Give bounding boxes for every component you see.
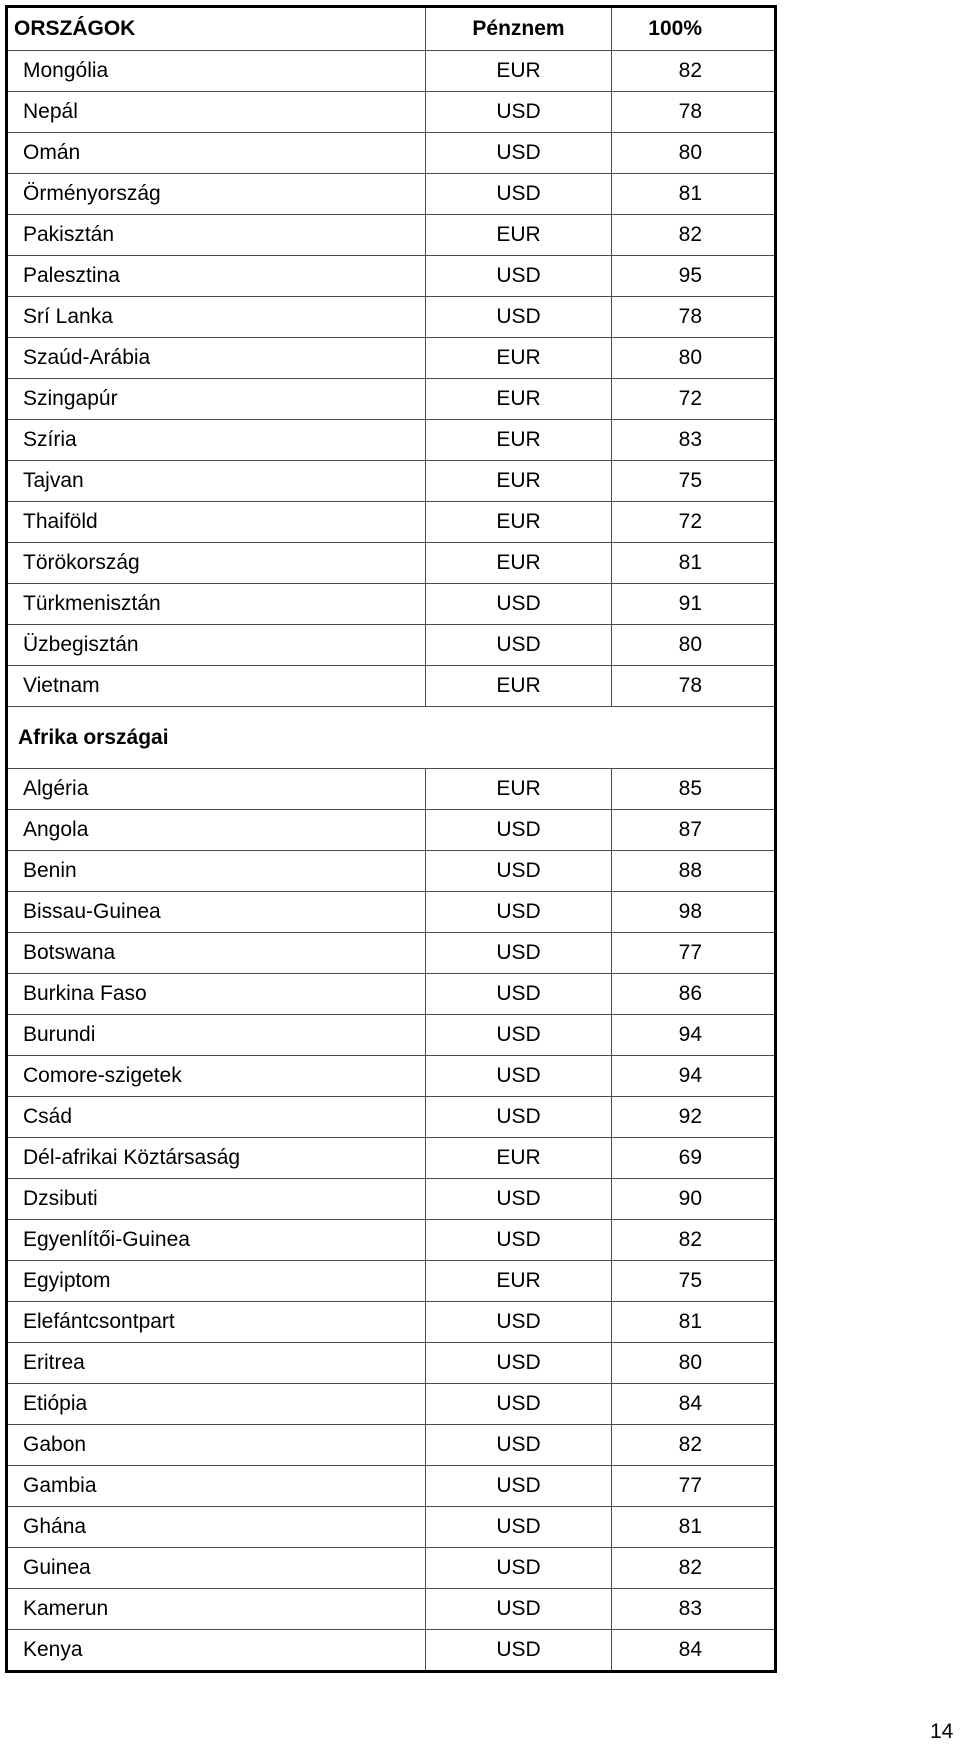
percent-cell: 75 <box>612 461 776 502</box>
table-row <box>7 851 776 892</box>
currency-cell: USD <box>426 1015 612 1056</box>
currency-cell: USD <box>426 1507 612 1548</box>
country-cell: Dzsibuti <box>7 1179 426 1220</box>
country-cell: Burundi <box>7 1015 426 1056</box>
currency-cell: USD <box>426 1179 612 1220</box>
table-row <box>7 625 776 666</box>
table-row <box>7 51 776 92</box>
table-row <box>7 769 776 810</box>
percent-cell: 82 <box>612 51 776 92</box>
country-cell: Ghána <box>7 1507 426 1548</box>
table-row <box>7 1507 776 1548</box>
percent-cell: 87 <box>612 810 776 851</box>
country-cell: Benin <box>7 851 426 892</box>
country-cell: Elefántcsontpart <box>7 1302 426 1343</box>
percent-cell: 83 <box>612 1589 776 1630</box>
table-row <box>7 1015 776 1056</box>
country-cell: Kamerun <box>7 1589 426 1630</box>
section-row-africa <box>7 707 776 769</box>
percent-cell: 81 <box>612 174 776 215</box>
country-cell: Szingapúr <box>7 379 426 420</box>
table-row <box>7 133 776 174</box>
currency-cell: EUR <box>426 338 612 379</box>
percent-cell: 80 <box>612 1343 776 1384</box>
country-cell: Mongólia <box>7 51 426 92</box>
country-cell: Tajvan <box>7 461 426 502</box>
country-cell: Nepál <box>7 92 426 133</box>
table-row <box>7 1384 776 1425</box>
currency-cell: USD <box>426 1425 612 1466</box>
currency-cell: USD <box>426 584 612 625</box>
country-cell: Eritrea <box>7 1343 426 1384</box>
currency-cell: USD <box>426 933 612 974</box>
percent-cell: 91 <box>612 584 776 625</box>
country-cell: Thaiföld <box>7 502 426 543</box>
percent-cell: 90 <box>612 1179 776 1220</box>
table-row <box>7 1343 776 1384</box>
currency-cell: USD <box>426 133 612 174</box>
percent-cell: 85 <box>612 769 776 810</box>
country-currency-table-container <box>5 5 774 1673</box>
country-cell: Palesztina <box>7 256 426 297</box>
percent-cell: 78 <box>612 297 776 338</box>
country-cell: Bissau-Guinea <box>7 892 426 933</box>
currency-cell: EUR <box>426 1261 612 1302</box>
country-cell: Gabon <box>7 1425 426 1466</box>
currency-cell: EUR <box>426 769 612 810</box>
percent-cell: 80 <box>612 625 776 666</box>
table-row <box>7 1302 776 1343</box>
currency-cell: USD <box>426 625 612 666</box>
currency-cell: USD <box>426 1630 612 1672</box>
country-cell: Burkina Faso <box>7 974 426 1015</box>
country-cell: Omán <box>7 133 426 174</box>
table-row <box>7 543 776 584</box>
currency-cell: USD <box>426 297 612 338</box>
country-cell: Szaúd-Arábia <box>7 338 426 379</box>
table-row <box>7 502 776 543</box>
percent-cell: 84 <box>612 1630 776 1672</box>
table-body <box>7 7 776 1672</box>
currency-cell: USD <box>426 810 612 851</box>
currency-cell: EUR <box>426 51 612 92</box>
currency-cell: USD <box>426 174 612 215</box>
currency-cell: EUR <box>426 1138 612 1179</box>
table-row <box>7 1261 776 1302</box>
percent-cell: 78 <box>612 666 776 707</box>
percent-cell: 69 <box>612 1138 776 1179</box>
country-currency-table <box>5 5 777 1673</box>
currency-cell: USD <box>426 1343 612 1384</box>
table-row <box>7 256 776 297</box>
percent-cell: 80 <box>612 133 776 174</box>
currency-cell: EUR <box>426 502 612 543</box>
percent-cell: 77 <box>612 933 776 974</box>
percent-cell: 75 <box>612 1261 776 1302</box>
table-row <box>7 1630 776 1672</box>
country-cell: Türkmenisztán <box>7 584 426 625</box>
percent-cell: 81 <box>612 543 776 584</box>
country-cell: Vietnam <box>7 666 426 707</box>
table-row <box>7 1548 776 1589</box>
country-cell: Srí Lanka <box>7 297 426 338</box>
percent-cell: 98 <box>612 892 776 933</box>
country-cell: Etiópia <box>7 1384 426 1425</box>
table-row <box>7 379 776 420</box>
section-title: Afrika országai <box>7 707 776 769</box>
header-country: ORSZÁGOK <box>7 7 426 51</box>
currency-cell: USD <box>426 892 612 933</box>
currency-cell: USD <box>426 256 612 297</box>
currency-cell: USD <box>426 1384 612 1425</box>
country-cell: Szíria <box>7 420 426 461</box>
percent-cell: 82 <box>612 1425 776 1466</box>
currency-cell: EUR <box>426 666 612 707</box>
header-percent: 100% <box>612 7 776 51</box>
currency-cell: USD <box>426 974 612 1015</box>
country-cell: Egyenlítői-Guinea <box>7 1220 426 1261</box>
country-cell: Botswana <box>7 933 426 974</box>
percent-cell: 82 <box>612 1220 776 1261</box>
table-row <box>7 1138 776 1179</box>
currency-cell: USD <box>426 1220 612 1261</box>
table-row <box>7 1220 776 1261</box>
currency-cell: USD <box>426 1466 612 1507</box>
table-row <box>7 297 776 338</box>
percent-cell: 94 <box>612 1056 776 1097</box>
percent-cell: 95 <box>612 256 776 297</box>
country-cell: Guinea <box>7 1548 426 1589</box>
currency-cell: USD <box>426 1056 612 1097</box>
country-cell: Törökország <box>7 543 426 584</box>
currency-cell: EUR <box>426 379 612 420</box>
table-row <box>7 584 776 625</box>
country-cell: Dél-afrikai Köztársaság <box>7 1138 426 1179</box>
table-row <box>7 420 776 461</box>
country-cell: Pakisztán <box>7 215 426 256</box>
percent-cell: 94 <box>612 1015 776 1056</box>
currency-cell: USD <box>426 1589 612 1630</box>
country-cell: Egyiptom <box>7 1261 426 1302</box>
country-cell: Csád <box>7 1097 426 1138</box>
currency-cell: USD <box>426 1548 612 1589</box>
percent-cell: 81 <box>612 1302 776 1343</box>
table-header-row <box>7 7 776 51</box>
table-row <box>7 974 776 1015</box>
table-row <box>7 1056 776 1097</box>
currency-cell: USD <box>426 1302 612 1343</box>
currency-cell: EUR <box>426 420 612 461</box>
table-row <box>7 1425 776 1466</box>
percent-cell: 78 <box>612 92 776 133</box>
header-currency: Pénznem <box>426 7 612 51</box>
country-cell: Örményország <box>7 174 426 215</box>
table-row <box>7 1589 776 1630</box>
table-row <box>7 810 776 851</box>
country-cell: Gambia <box>7 1466 426 1507</box>
country-cell: Üzbegisztán <box>7 625 426 666</box>
table-row <box>7 892 776 933</box>
table-row <box>7 338 776 379</box>
table-row <box>7 1097 776 1138</box>
percent-cell: 92 <box>612 1097 776 1138</box>
table-row <box>7 92 776 133</box>
percent-cell: 80 <box>612 338 776 379</box>
percent-cell: 86 <box>612 974 776 1015</box>
percent-cell: 81 <box>612 1507 776 1548</box>
percent-cell: 72 <box>612 502 776 543</box>
currency-cell: EUR <box>426 543 612 584</box>
table-row <box>7 461 776 502</box>
percent-cell: 77 <box>612 1466 776 1507</box>
currency-cell: USD <box>426 851 612 892</box>
percent-cell: 88 <box>612 851 776 892</box>
table-row <box>7 666 776 707</box>
currency-cell: EUR <box>426 461 612 502</box>
table-row <box>7 933 776 974</box>
percent-cell: 84 <box>612 1384 776 1425</box>
percent-cell: 72 <box>612 379 776 420</box>
table-row <box>7 1466 776 1507</box>
country-cell: Kenya <box>7 1630 426 1672</box>
country-cell: Angola <box>7 810 426 851</box>
percent-cell: 83 <box>612 420 776 461</box>
table-row <box>7 174 776 215</box>
country-cell: Comore-szigetek <box>7 1056 426 1097</box>
table-row <box>7 215 776 256</box>
table-row <box>7 1179 776 1220</box>
percent-cell: 82 <box>612 1548 776 1589</box>
currency-cell: EUR <box>426 215 612 256</box>
currency-cell: USD <box>426 1097 612 1138</box>
currency-cell: USD <box>426 92 612 133</box>
percent-cell: 82 <box>612 215 776 256</box>
country-cell: Algéria <box>7 769 426 810</box>
page-number: 14 <box>930 1720 954 1743</box>
